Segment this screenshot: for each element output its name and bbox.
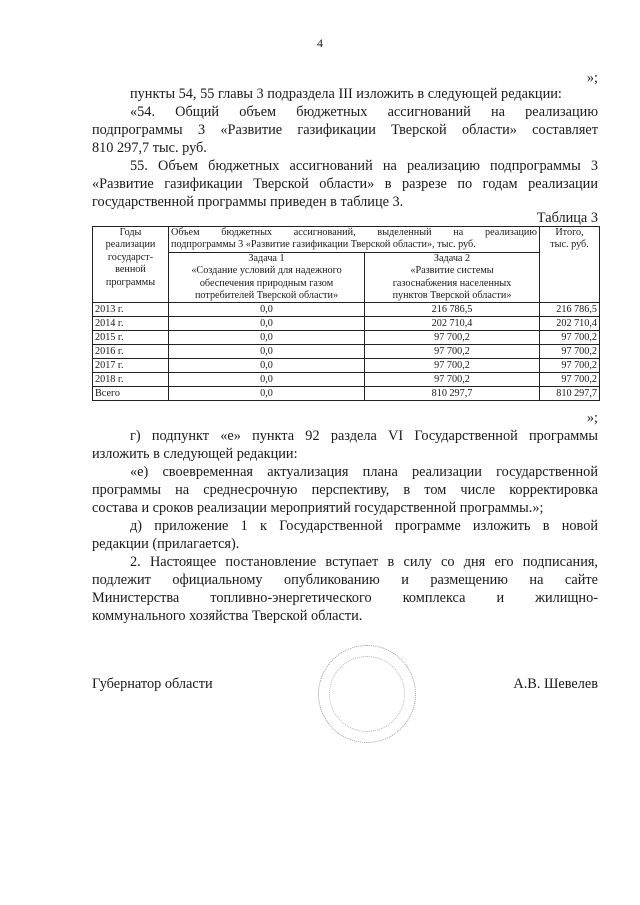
header-total: Итого, тыс. руб. bbox=[540, 227, 600, 303]
row-task1-value: 0,0 bbox=[169, 345, 365, 359]
row-task1-value: 0,0 bbox=[169, 331, 365, 345]
row-task2-value: 97 700,2 bbox=[365, 359, 540, 373]
row-task1-value: 0,0 bbox=[169, 373, 365, 387]
row-task2-value: 97 700,2 bbox=[365, 331, 540, 345]
row-year: 2016 г. bbox=[93, 345, 169, 359]
row-task1-value: 0,0 bbox=[169, 387, 365, 401]
item-e-line3: состава и сроков реализации мероприятий государственной программы.»; bbox=[92, 500, 544, 516]
row-year: 2014 г. bbox=[93, 317, 169, 331]
row-total-value: 202 710,4 bbox=[540, 317, 600, 331]
paragraph-54-line1: «54. Общий объем бюджетных ассигнований на реализацию bbox=[130, 104, 598, 120]
intro-paragraph: пункты 54, 55 главы 3 подраздела III изложить в следующей редакции: bbox=[130, 86, 562, 102]
row-total-value: 97 700,2 bbox=[540, 373, 600, 387]
row-total-value: 97 700,2 bbox=[540, 345, 600, 359]
row-total-value: 97 700,2 bbox=[540, 359, 600, 373]
item-g-line2: изложить в следующей редакции: bbox=[92, 446, 298, 462]
row-task2-value: 810 297,7 bbox=[365, 387, 540, 401]
table-row bbox=[93, 317, 600, 331]
table-caption: Таблица 3 bbox=[536, 210, 598, 226]
seal-stamp bbox=[318, 645, 416, 743]
row-year: 2015 г. bbox=[93, 331, 169, 345]
table-row bbox=[93, 359, 600, 373]
row-year: 2013 г. bbox=[93, 303, 169, 317]
header-funding: Объем бюджетных ассигнований, выделенный на реализацию подпрограммы 3 «Развитие газификации Тверской области», тыс. руб. bbox=[169, 227, 540, 253]
row-task2-value: 216 786,5 bbox=[365, 303, 540, 317]
item-2-line4: коммунального хозяйства Тверской области. bbox=[92, 608, 363, 624]
row-task2-value: 97 700,2 bbox=[365, 373, 540, 387]
row-task1-value: 0,0 bbox=[169, 317, 365, 331]
signature-name: А.В. Шевелев bbox=[513, 676, 598, 692]
row-year: 2018 г. bbox=[93, 373, 169, 387]
table-row bbox=[93, 345, 600, 359]
table-row bbox=[93, 331, 600, 345]
item-2-line3: Министерства топливно-энергетического комплекса и жилищно- bbox=[92, 590, 598, 606]
funding-table bbox=[92, 226, 600, 401]
row-task2-value: 202 710,4 bbox=[365, 317, 540, 331]
table-row bbox=[93, 303, 600, 317]
item-2-line1: 2. Настоящее постановление вступает в силу со дня его подписания, bbox=[130, 554, 598, 570]
table-row bbox=[93, 373, 600, 387]
closing-quote-top: »; bbox=[586, 70, 598, 86]
item-e-line2: программы на среднесрочную перспективу, в том числе корректировка bbox=[92, 482, 598, 498]
row-year: Всего bbox=[93, 387, 169, 401]
paragraph-55-line1: 55. Объем бюджетных ассигнований на реализацию подпрограммы 3 bbox=[130, 158, 598, 174]
row-total-value: 97 700,2 bbox=[540, 331, 600, 345]
item-e-line1: «е) своевременная актуализация плана реализации государственной bbox=[130, 464, 598, 480]
row-task1-value: 0,0 bbox=[169, 359, 365, 373]
signature-position: Губернатор области bbox=[92, 676, 213, 692]
table-row-total bbox=[93, 387, 600, 401]
closing-quote-table: »; bbox=[586, 410, 598, 426]
item-g-line1: г) подпункт «е» пункта 92 раздела VI Государственной программы bbox=[130, 428, 598, 444]
header-years: Годы реализации государст- венной программы bbox=[93, 227, 169, 303]
item-2-line2: подлежит официальному опубликованию и размещению на сайте bbox=[92, 572, 598, 588]
item-d-line2: редакции (прилагается). bbox=[92, 536, 240, 552]
row-total-value: 216 786,5 bbox=[540, 303, 600, 317]
row-task1-value: 0,0 bbox=[169, 303, 365, 317]
item-d-line1: д) приложение 1 к Государственной программе изложить в новой bbox=[130, 518, 598, 534]
header-task-1: Задача 1 «Создание условий для надежного обеспечения природным газом потребителей Тверской области» bbox=[169, 252, 365, 303]
paragraph-54-line3: 810 297,7 тыс. руб. bbox=[92, 140, 207, 156]
paragraph-54-line2: подпрограммы 3 «Развитие газификации Тверской области» составляет bbox=[92, 122, 598, 138]
paragraph-55-line2: «Развитие газификации Тверской области» в разрезе по годам реализации bbox=[92, 176, 598, 192]
header-task-2: Задача 2 «Развитие системы газоснабжения населенных пунктов Тверской области» bbox=[365, 252, 540, 303]
row-task2-value: 97 700,2 bbox=[365, 345, 540, 359]
paragraph-55-line3: государственной программы приведен в таблице 3. bbox=[92, 194, 404, 210]
row-total-value: 810 297,7 bbox=[540, 387, 600, 401]
page-number: 4 bbox=[317, 36, 323, 50]
row-year: 2017 г. bbox=[93, 359, 169, 373]
